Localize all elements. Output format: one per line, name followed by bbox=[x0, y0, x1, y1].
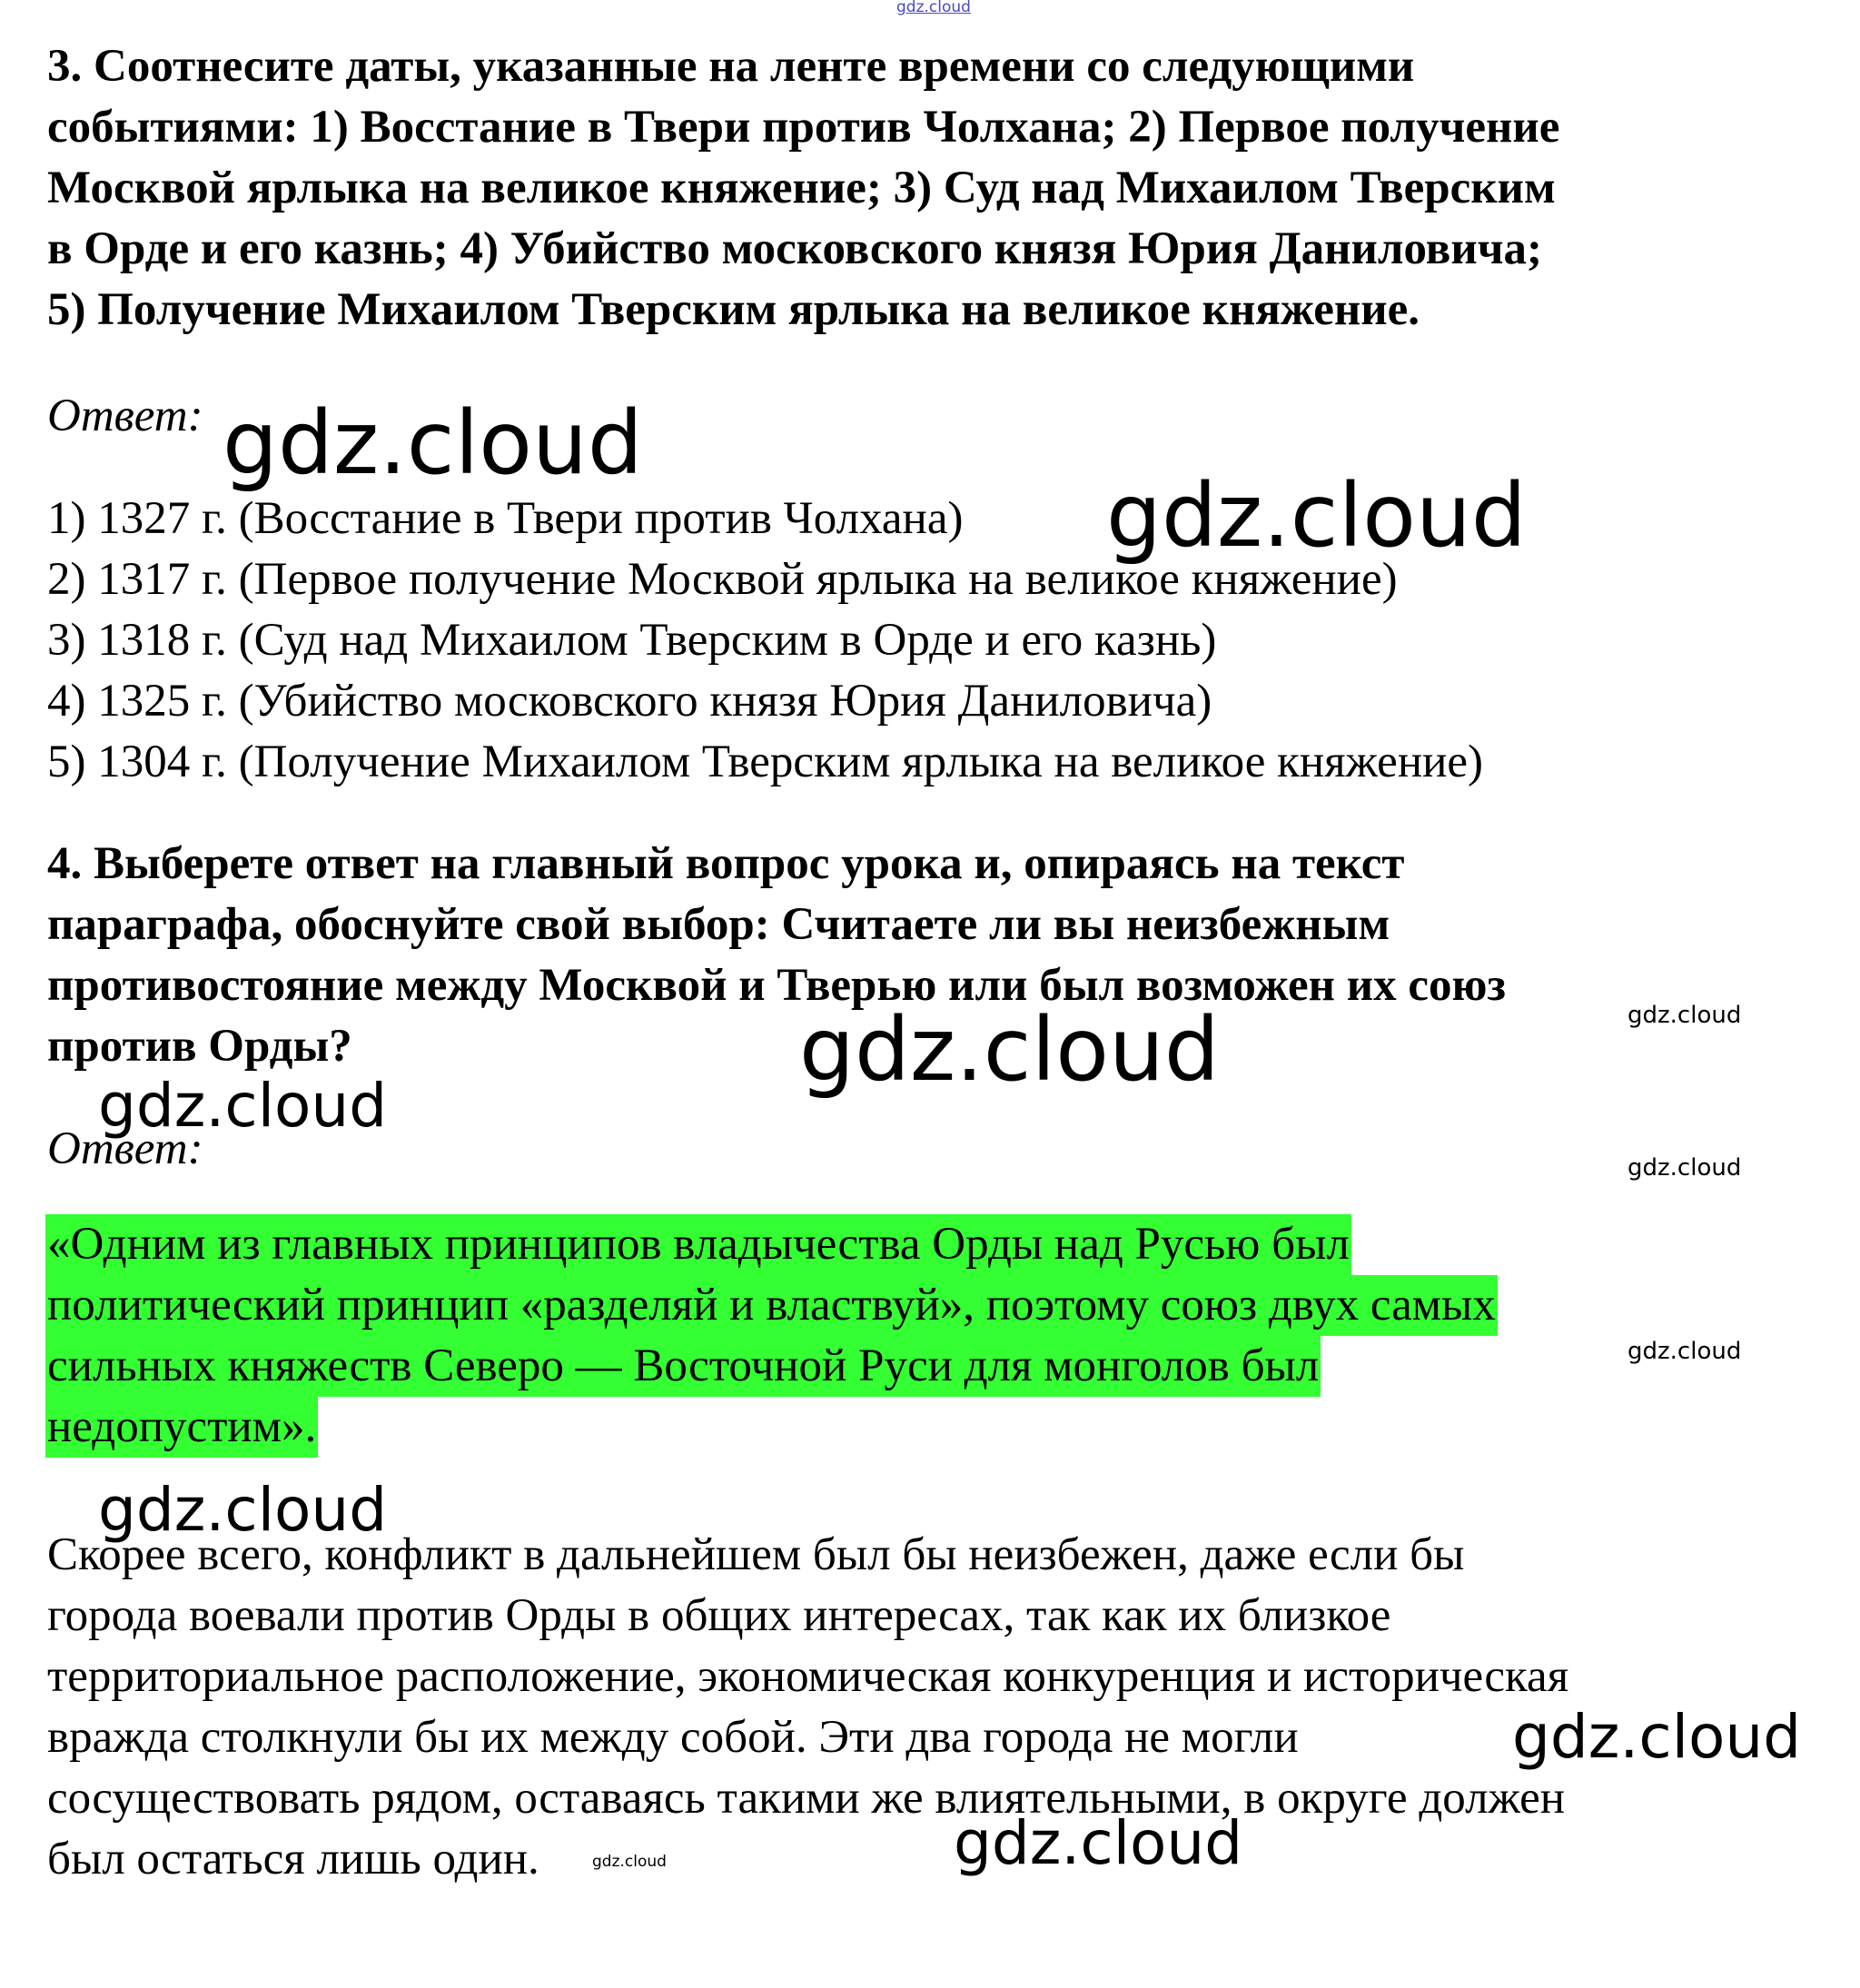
answer-3-item: 4) 1325 г. (Убийство московского князя Юрия Даниловича) bbox=[47, 676, 1212, 727]
watermark: gdz.cloud bbox=[98, 1475, 388, 1545]
watermark: gdz.cloud bbox=[1628, 1002, 1742, 1029]
question-3-line: в Орде и его казнь; 4) Убийство московского князя Юрия Даниловича; bbox=[47, 223, 1542, 274]
paragraph-line: сосуществовать рядом, оставаясь такими же влиятельными, в округе должен bbox=[47, 1773, 1566, 1824]
watermark: gdz.cloud bbox=[223, 392, 643, 494]
answer-3-item: 3) 1318 г. (Суд над Михаилом Тверским в Орде и его казнь) bbox=[47, 615, 1217, 666]
answer-4-label: Ответ: bbox=[47, 1123, 203, 1174]
question-3-line: 5) Получение Михаилом Тверским ярлыка на великое княжение. bbox=[47, 284, 1420, 335]
paragraph-line: был остаться лишь один. bbox=[47, 1834, 539, 1884]
highlighted-quote-line: «Одним из главных принципов владычества Орды над Русью был bbox=[45, 1214, 1351, 1275]
watermark: gdz.cloud bbox=[1628, 1154, 1742, 1182]
answer-3-label: Ответ: bbox=[47, 391, 203, 441]
question-3 bbox=[47, 36, 1809, 341]
question-3-line: событиями: 1) Восстание в Твери против Чолхана; 2) Первое получение bbox=[47, 102, 1560, 153]
question-4-line: 4. Выберете ответ на главный вопрос урока и, опираясь на текст bbox=[47, 838, 1405, 889]
watermark: gdz.cloud bbox=[592, 1853, 667, 1871]
answer-3-item: 2) 1317 г. (Первое получение Москвой ярлыка на великое княжение) bbox=[47, 554, 1398, 605]
watermark: gdz.cloud bbox=[98, 1071, 388, 1141]
paragraph-line: территориальное расположение, экономическая конкуренция и историческая bbox=[47, 1651, 1569, 1702]
highlighted-quote-line: политический принцип «разделяй и властвуй», поэтому союз двух самых bbox=[45, 1275, 1498, 1336]
watermark: gdz.cloud bbox=[1512, 1702, 1802, 1772]
watermark-top-link[interactable]: gdz.cloud bbox=[896, 0, 971, 16]
paragraph-line: города воевали против Орды в общих интересах, так как их близкое bbox=[47, 1590, 1391, 1641]
answer-3-list bbox=[47, 489, 1809, 793]
answer-3-item: 5) 1304 г. (Получение Михаилом Тверским ярлыка на великое княжение) bbox=[47, 737, 1484, 787]
question-3-line: Москвой ярлыка на великое княжение; 3) Суд над Михаилом Тверским bbox=[47, 163, 1556, 213]
highlighted-quote-line: сильных княжеств Северо — Восточной Руси для монголов был bbox=[45, 1336, 1321, 1397]
question-3-line: 3. Соотнесите даты, указанные на ленте времени со следующими bbox=[47, 41, 1415, 92]
question-4-line: параграфа, обоснуйте свой выбор: Считаете ли вы неизбежным bbox=[47, 899, 1390, 950]
paragraph-line: Скорее всего, конфликт в дальнейшем был бы неизбежен, даже если бы bbox=[47, 1529, 1465, 1580]
question-4-line: противостояние между Москвой и Тверью или был возможен их союз bbox=[47, 960, 1506, 1011]
highlighted-quote-line: недопустим». bbox=[45, 1397, 318, 1458]
paragraph-line: вражда столкнули бы их между собой. Эти два города не могли bbox=[47, 1712, 1299, 1763]
watermark: gdz.cloud bbox=[954, 1808, 1243, 1878]
highlighted-quote bbox=[45, 1214, 1771, 1458]
watermark: gdz.cloud bbox=[1628, 1338, 1742, 1365]
answer-3-item: 1) 1327 г. (Восстание в Твери против Чолхана) bbox=[47, 493, 964, 544]
watermark: gdz.cloud bbox=[799, 999, 1220, 1101]
watermark: gdz.cloud bbox=[1106, 465, 1527, 567]
question-4-line: против Орды? bbox=[47, 1021, 352, 1072]
